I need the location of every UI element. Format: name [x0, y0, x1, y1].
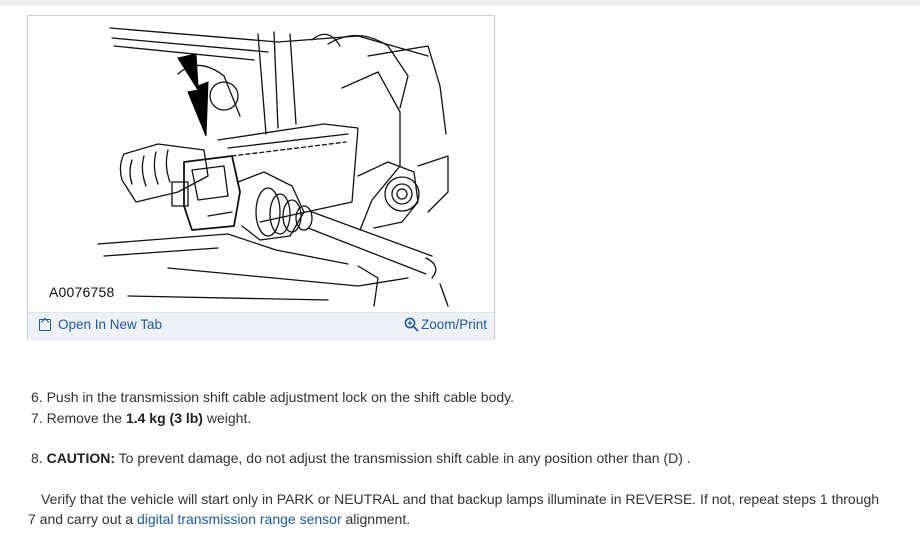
- figure-toolbar: [28, 312, 494, 339]
- caution-label: CAUTION:: [46, 450, 116, 466]
- caution-text: To prevent damage, do not adjust the transmission shift cable in any position other than (D) .: [115, 450, 691, 466]
- step-6: [31, 389, 514, 405]
- step-number: 6.: [31, 389, 43, 405]
- open-new-tab-icon: [39, 319, 51, 331]
- shift-cable-illustration: [28, 16, 494, 312]
- zoom-icon: [404, 317, 419, 332]
- step-number: 8.: [31, 450, 43, 466]
- open-new-tab-label: Open In New Tab: [58, 317, 163, 332]
- transmission-range-sensor-link[interactable]: digital transmission range sensor: [136, 511, 342, 527]
- figure-code: A0076758: [49, 284, 115, 300]
- verify-text-pre: 7 and carry out a: [28, 511, 137, 527]
- step-number: 7.: [31, 410, 43, 426]
- verify-line-2: [28, 511, 410, 527]
- open-new-tab-link[interactable]: [39, 317, 162, 332]
- top-divider: [0, 0, 920, 5]
- verify-line-1: Verify that the vehicle will start only in PARK or NEUTRAL and that backup lamps illuminate in REVERSE. If not, repeat steps 1 through: [41, 491, 880, 507]
- step-7: [31, 410, 251, 426]
- zoom-print-link[interactable]: [404, 317, 487, 332]
- step-text-pre: Remove the: [46, 410, 126, 426]
- step-text: Push in the transmission shift cable adjustment lock on the shift cable body.: [46, 389, 515, 405]
- step-text-post: weight.: [202, 410, 252, 426]
- zoom-print-label: Zoom/Print: [420, 317, 487, 332]
- weight-value: 1.4 kg (3 lb): [125, 410, 203, 426]
- figure-panel: [27, 15, 495, 339]
- step-8: [31, 450, 691, 466]
- verify-text-post: alignment.: [341, 511, 411, 527]
